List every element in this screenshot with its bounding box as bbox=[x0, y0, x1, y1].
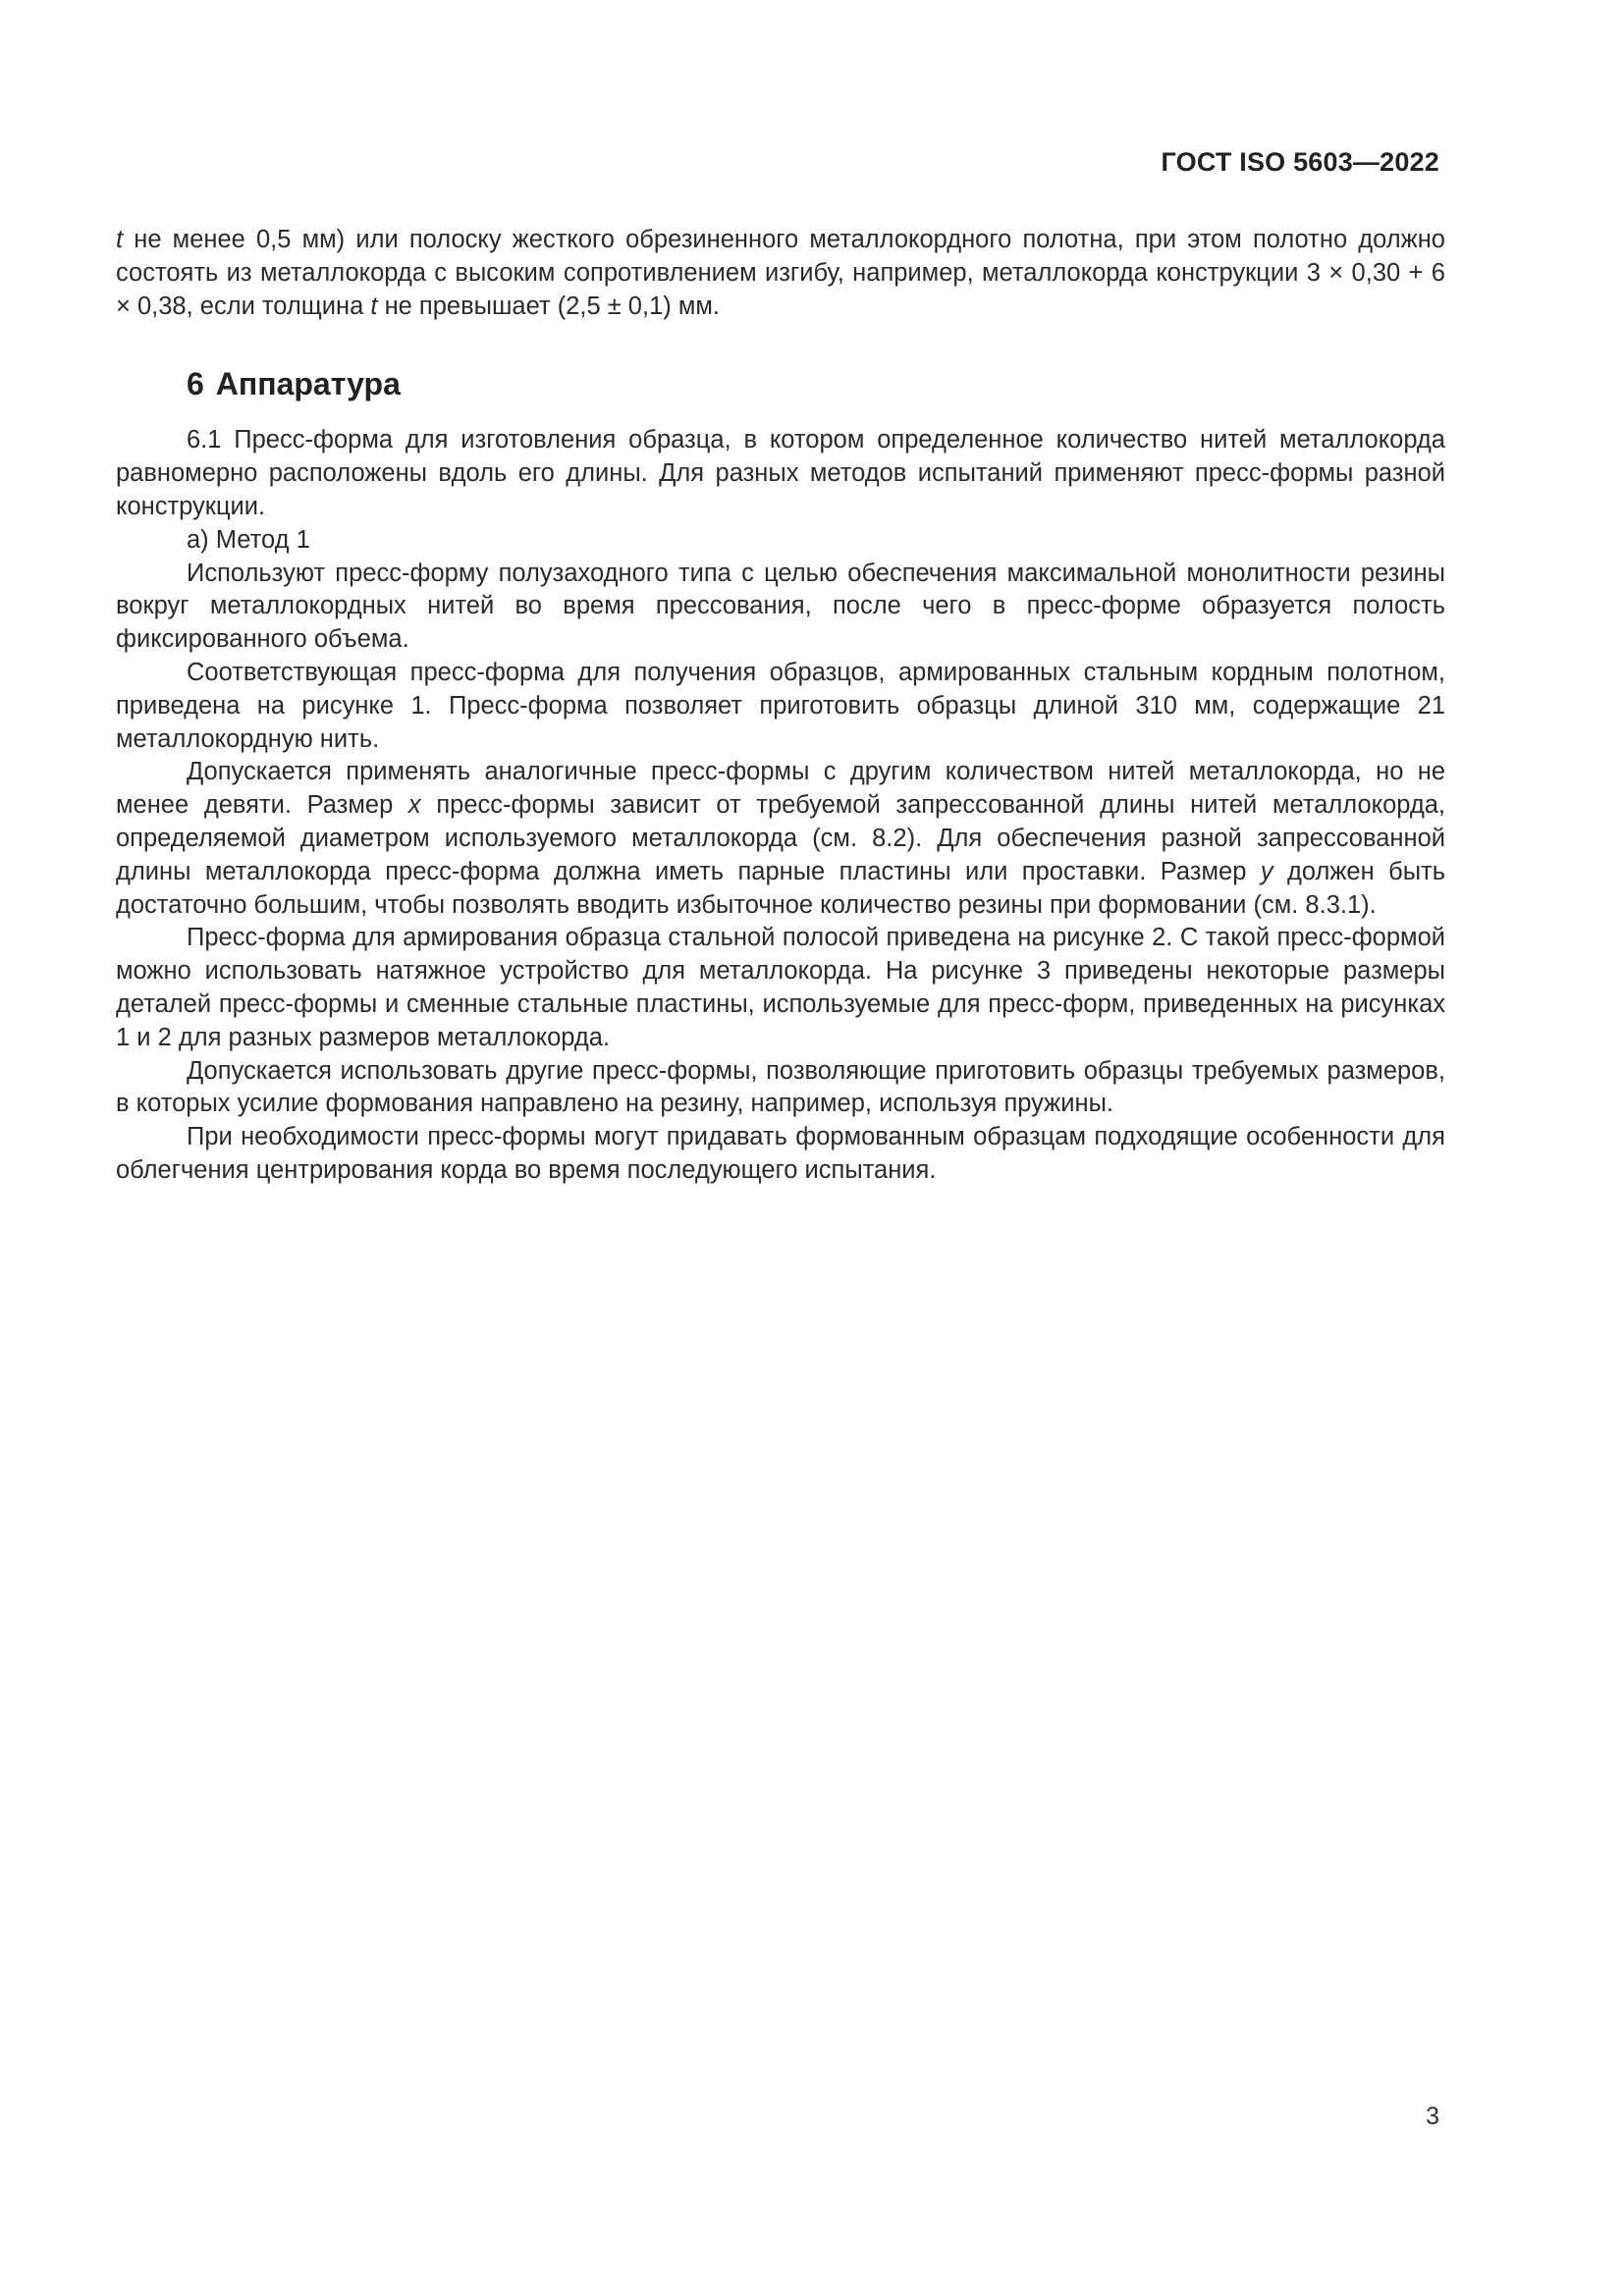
intro-paragraph bbox=[116, 224, 1445, 323]
page-number: 3 bbox=[1426, 2103, 1439, 2130]
running-header-doc-id: ГОСТ ISO 5603—2022 bbox=[1161, 147, 1439, 177]
page-content bbox=[116, 224, 1445, 1188]
variable-y: y bbox=[1260, 857, 1273, 885]
variable-t: t bbox=[116, 226, 124, 253]
section-title: Аппаратура bbox=[215, 366, 401, 402]
intro-text-b: не превышает (2,5 ± 0,1) мм. bbox=[377, 292, 720, 320]
paragraph-figure-2: Пресс-форма для армирования образца стальной полосой приведена на рисунке 2. С такой пресс-формой можно использовать натяжное устройство для металлокорда. На рисунке 3 приведены некоторые размеры деталей пресс-формы и сменные стальные пластины, используемые для пресс-форм, приведенных на рисунках 1 и 2 для разных размеров металлокорда. bbox=[116, 924, 1445, 1051]
section-heading bbox=[187, 366, 1445, 402]
paragraph-method-1: Используют пресс-форму полузаходного типа с целью обеспечения максимальной монолитности резины вокруг металлокордных нитей во время прессования, после чего в пресс-форме образуется полость фиксированного объема. bbox=[116, 559, 1445, 654]
allow-text-a: Допускается применять аналогичные пресс-формы с другим количеством нитей металлокорда, но не менее девяти. Размер bbox=[116, 758, 1445, 820]
method-label: а) Метод 1 bbox=[187, 525, 310, 554]
paragraph-other-molds: Допускается использовать другие пресс-формы, позволяющие приготовить образцы требуемых размеров, в которых усилие формования направлено на резину, например, используя пружины. bbox=[116, 1056, 1445, 1118]
paragraph-6-1: 6.1 Пресс-форма для изготовления образца, в котором определенное количество нитей металлокорда равномерно расположены вдоль его длины. Для разных методов испытаний применяют пресс-формы разной конструкции. bbox=[116, 426, 1445, 520]
paragraph-allow-other-molds bbox=[116, 756, 1445, 922]
allow-text-b: пресс-формы зависит от требуемой запрессованной длины нитей металлокорда, определяемой диаметром используемого металлокорда (см. 8.2). Для обеспечения разной запрессованной длины металлокорда пресс-форма должна иметь парные пластины или проставки. Размер bbox=[116, 791, 1445, 885]
paragraph-centering: При необходимости пресс-формы могут придавать формованным образцам подходящие особенности для облегчения центрирования корда во время последующего испытания. bbox=[116, 1123, 1445, 1184]
variable-x: x bbox=[407, 791, 421, 820]
variable-t-2: t bbox=[370, 292, 378, 320]
allow-text-c: должен быть достаточно большим, чтобы позволять вводить избыточное количество резины при формовании (см. 8.3.1). bbox=[116, 857, 1445, 919]
intro-text-a: не менее 0,5 мм) или полоску жесткого обрезиненного металлокордного полотна, при этом полотно должно состоять из металлокорда с высоким сопротивлением изгибу, например, металлокорда конструкции 3 × 0,30 + 6 × 0,38, если толщина bbox=[116, 226, 1445, 320]
section-number: 6 bbox=[187, 366, 204, 402]
paragraph-figure-1: Соответствующая пресс-форма для получения образцов, армированных стальным кордным полотном, приведена на рисунке 1. Пресс-форма позволяет приготовить образцы длиной 310 мм, содержащие 21 металлокордную нить. bbox=[116, 658, 1445, 753]
